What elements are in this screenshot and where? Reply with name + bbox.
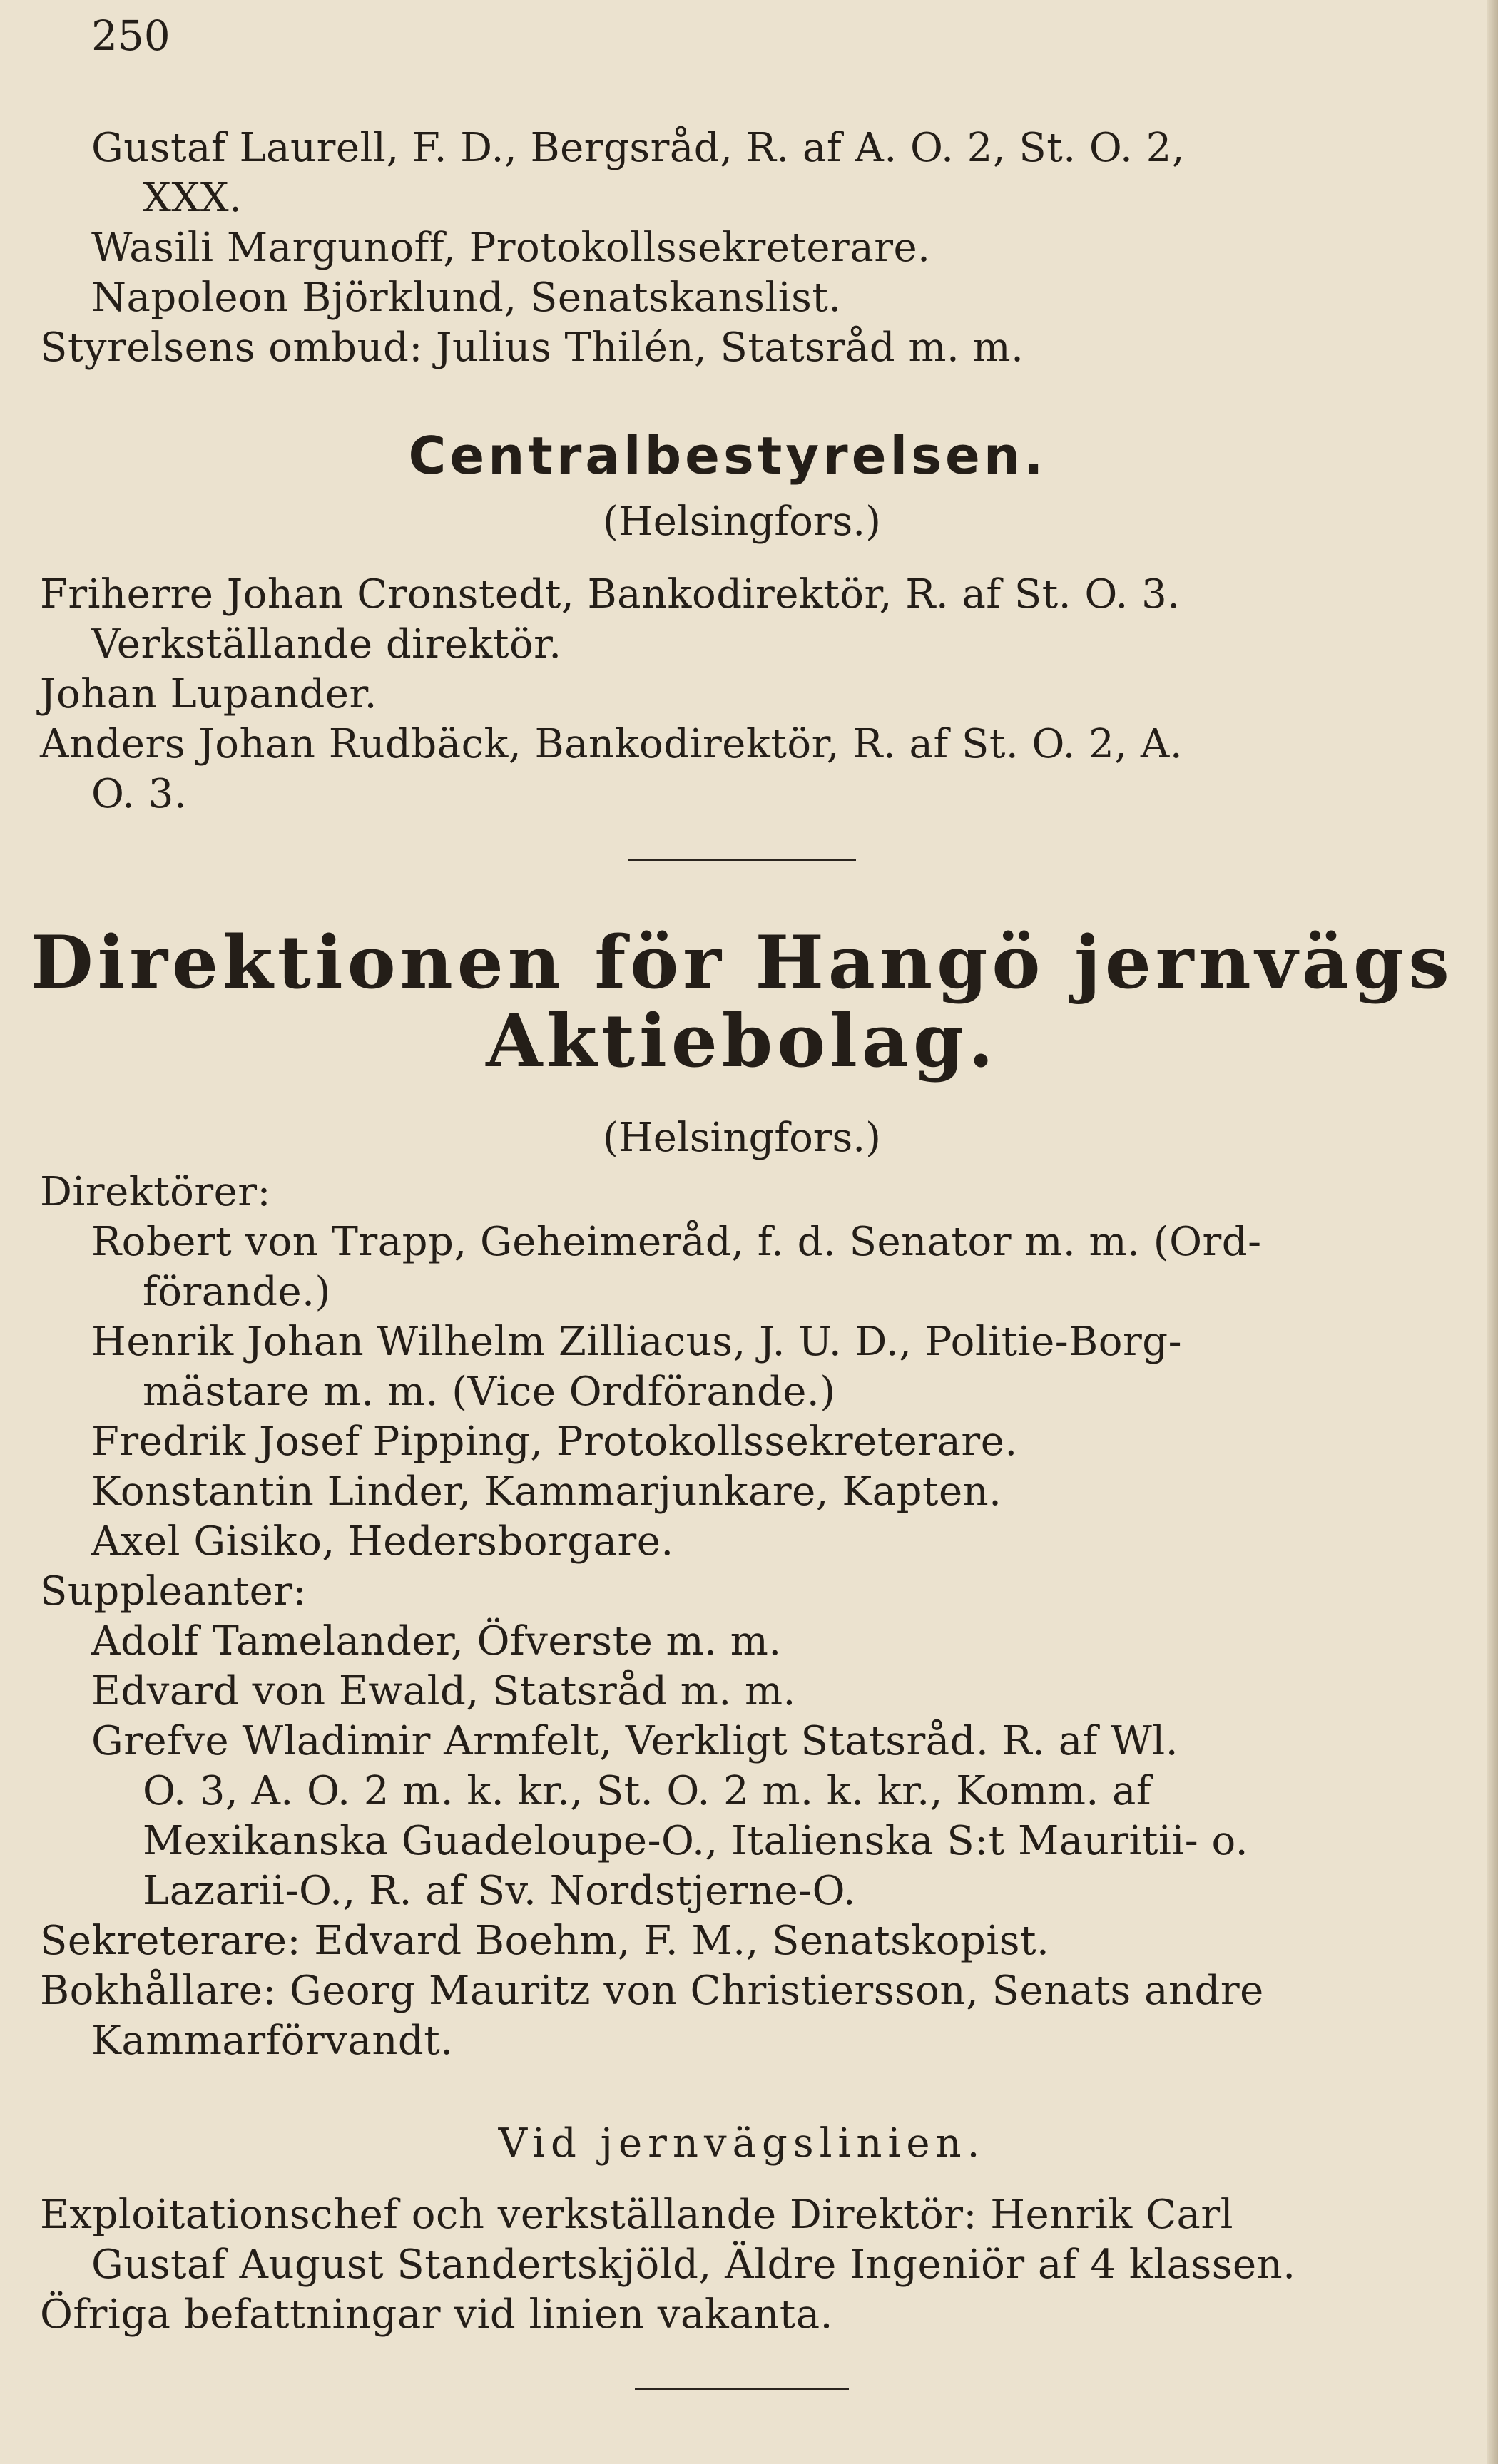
text-line: Sekreterare: Edvard Boehm, F. M., Senatskopist. (40, 1918, 1050, 1964)
text-line: Fredrik Josef Pipping, Protokollssekreterare. (91, 1418, 1018, 1465)
direction-heading-line2: Aktiebolag. (486, 998, 998, 1084)
text-line: förande.) (143, 1269, 331, 1315)
text-line: Edvard von Ewald, Statsråd m. m. (91, 1668, 796, 1714)
text-line: Adolf Tamelander, Öfverste m. m. (91, 1618, 782, 1665)
text-line: mästare m. m. (Vice Ordförande.) (143, 1369, 836, 1415)
text-line: O. 3. (91, 771, 188, 817)
text-line: Verkställande direktör. (91, 621, 562, 668)
text-line: Lazarii-O., R. af Sv. Nordstjerne-O. (143, 1868, 857, 1914)
text-line: Wasili Margunoff, Protokollssekreterare. (91, 225, 931, 271)
central-heading: Centralbestyrelsen. (408, 426, 1047, 486)
text-line: Napoleon Björklund, Senatskanslist. (91, 275, 842, 321)
text-line: Öfriga befattningar vid linien vakanta. (40, 2291, 833, 2338)
text-line: Exploitationschef och verkställande Direktör: Henrik Carl (40, 2192, 1234, 2238)
text-line: Gustaf Laurell, F. D., Bergsråd, R. af A. O. 2, St. O. 2, (91, 125, 1186, 171)
direction-location: (Helsingfors.) (603, 1115, 881, 1161)
text-line: Bokhållare: Georg Mauritz von Christiersson, Senats andre (40, 1968, 1264, 2014)
text-line: Suppleanter: (40, 1568, 307, 1615)
text-line: Konstantin Linder, Kammarjunkare, Kapten. (91, 1468, 1002, 1515)
text-line: Friherre Johan Cronstedt, Bankodirektör, R. af St. O. 3. (40, 571, 1181, 618)
text-line: O. 3, A. O. 2 m. k. kr., St. O. 2 m. k. kr., Komm. af (143, 1768, 1152, 1814)
text-line: Mexikanska Guadeloupe-O., Italienska S:t Mauritii- o. (143, 1818, 1249, 1864)
text-line: Anders Johan Rudbäck, Bankodirektör, R. af St. O. 2, A. (40, 721, 1183, 767)
text-line: Robert von Trapp, Geheimeråd, f. d. Senator m. m. (Ord- (91, 1219, 1262, 1265)
page-number: 250 (91, 11, 170, 60)
text-line: Henrik Johan Wilhelm Zilliacus, J. U. D., Politie-Borg- (91, 1319, 1183, 1365)
text-line: XXX. (143, 175, 243, 221)
railway-heading: Vid jernvägslinien. (498, 2120, 986, 2167)
direction-heading-line1: Direktionen för Hangö jernvägs (30, 920, 1454, 1006)
text-line: Axel Gisiko, Hedersborgare. (91, 1518, 674, 1565)
section-divider (628, 859, 856, 861)
section-divider (635, 2388, 849, 2390)
text-line: Grefve Wladimir Armfelt, Verkligt Statsråd. R. af Wl. (91, 1718, 1179, 1764)
text-line: Styrelsens ombud: Julius Thilén, Statsråd m. m. (40, 324, 1024, 371)
text-line: Johan Lupander. (40, 671, 377, 717)
text-line: Direktörer: (40, 1169, 271, 1215)
text-line: Kammarförvandt. (91, 2018, 454, 2064)
central-location: (Helsingfors.) (603, 499, 881, 545)
text-line: Gustaf August Standertskjöld, Äldre Ingeniör af 4 klassen. (91, 2241, 1296, 2288)
